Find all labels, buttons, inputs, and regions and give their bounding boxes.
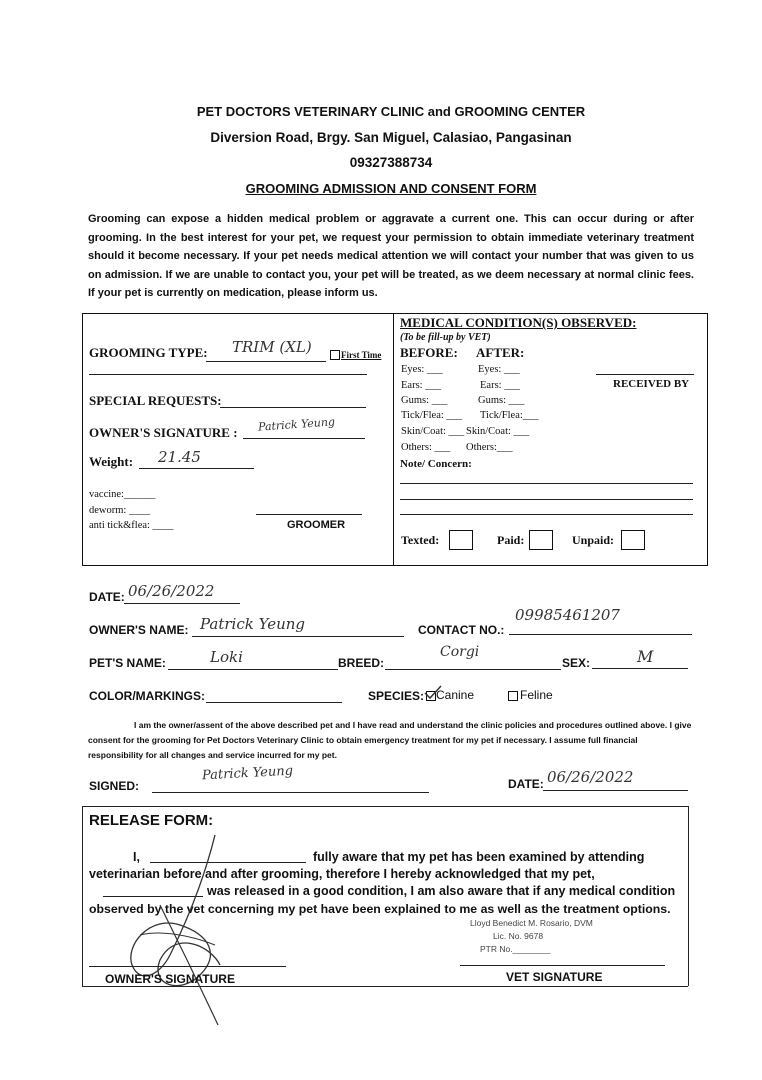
groomer-label: GROOMER <box>287 519 346 531</box>
feline-label: Feline <box>520 688 553 702</box>
owner-signature-scribble-icon <box>120 835 250 1035</box>
consent-paragraph: I am the owner/assent of the above described pet and I have read and understand the clinic policies and procedures outlined above. I give consent for the grooming for Pet Doctors Veterinary Clinic to obtain emergency treatment for my pet if necessary. I assume full financial responsibility for all changes and service incurred for my pet. <box>88 720 692 760</box>
color-markings-label: COLOR/MARKINGS: <box>89 689 205 703</box>
release-title: RELEASE FORM: <box>89 812 214 829</box>
release-line3-suffix: was released in a good condition, I am also aware that if any medical condition <box>207 884 676 898</box>
date-label: DATE: <box>89 590 125 604</box>
special-requests-field[interactable] <box>220 407 366 408</box>
after-others: Others:___ <box>466 442 513 453</box>
color-markings-field[interactable] <box>206 702 342 703</box>
signed-value[interactable]: Patrick Yeung <box>201 763 294 784</box>
after-tickflea: Tick/Flea:___ <box>480 410 539 421</box>
owner-signature-label: OWNER'S SIGNATURE : <box>89 425 238 440</box>
antitick-label: anti tick&flea: ____ <box>89 520 174 531</box>
weight-label: Weight: <box>89 454 134 469</box>
owner-name-label: OWNER'S NAME: <box>89 623 189 637</box>
after-ears: Ears: ___ <box>480 380 520 391</box>
clinic-address: Diversion Road, Brgy. San Miguel, Calasiao, Pangasinan <box>210 130 572 145</box>
release-line2: veterinarian before and after grooming, therefore I hereby acknowledged that my pet, <box>89 867 595 881</box>
special-requests-label: SPECIAL REQUESTS: <box>89 393 222 408</box>
after-gums: Gums: ___ <box>478 395 525 406</box>
first-time-label: First Time <box>341 350 382 360</box>
note-label: Note/ Concern: <box>400 458 472 470</box>
sex-label: SEX: <box>562 656 591 670</box>
vet-signature-label: VET SIGNATURE <box>506 970 603 984</box>
before-tickflea: Tick/Flea: ___ <box>401 410 463 421</box>
species-label: SPECIES: <box>368 689 425 703</box>
vet-name-stamp: Lloyd Benedict M. Rosario, DVM <box>470 918 593 928</box>
first-time-checkbox[interactable] <box>330 350 340 360</box>
date-value[interactable]: 06/26/2022 <box>128 582 215 600</box>
before-eyes: Eyes: ___ <box>401 364 443 375</box>
contact-label: CONTACT NO.: <box>418 623 505 637</box>
received-by-line <box>596 374 694 375</box>
owner-signature-value[interactable]: Patrick Yeung <box>257 415 336 434</box>
weight-value[interactable]: 21.45 <box>158 448 201 466</box>
breed-label: BREED: <box>338 656 385 670</box>
groomer-signature-line <box>256 514 362 515</box>
grooming-type-value[interactable]: TRIM (XL) <box>232 338 312 356</box>
deworm-label: deworm: ____ <box>89 505 150 516</box>
release-line4: observed by the vet concerning my pet have been explained to me as well as the treatment options. <box>89 902 671 916</box>
after-eyes: Eyes: ___ <box>478 364 520 375</box>
medical-subtitle: (To be fill-up by VET) <box>400 332 491 343</box>
received-by-label: RECEIVED BY <box>613 378 690 390</box>
ptr-no-stamp: PTR No.________ <box>480 944 551 954</box>
form-title: GROOMING ADMISSION AND CONSENT FORM <box>245 181 537 196</box>
after-skincoat: Skin/Coat: ___ <box>466 426 530 437</box>
pet-name-value[interactable]: Loki <box>210 648 243 666</box>
unpaid-label: Unpaid: <box>572 533 615 547</box>
signed-label: SIGNED: <box>89 779 140 793</box>
paid-checkbox[interactable] <box>529 530 553 550</box>
canine-label: Canine <box>436 688 475 702</box>
intro-paragraph: Grooming can expose a hidden medical problem or aggravate a current one. This can occur during or after grooming. In the best interest for your pet, we request your permission to obtain immediate veterinary treatment should it become necessary. If your pet needs medical attention we will contact your number that was given to us on admission. If we are unable to contact you, your pet will be treated, as we deem necessary at normal clinic fees. If your pet is currently on medication, please inform us. <box>88 213 694 299</box>
clinic-phone: 09327388734 <box>349 155 433 170</box>
before-label: BEFORE: <box>400 345 458 360</box>
texted-checkbox[interactable] <box>449 530 473 550</box>
grooming-type-label: GROOMING TYPE: <box>89 345 208 360</box>
note-line-2[interactable] <box>400 499 693 500</box>
release-line1-suffix: fully aware that my pet has been examined by attending <box>313 850 645 864</box>
feline-checkbox[interactable] <box>508 691 518 701</box>
note-line-3[interactable] <box>400 514 693 515</box>
texted-label: Texted: <box>401 533 440 547</box>
after-label: AFTER: <box>476 345 525 360</box>
release-owner-signature-label: OWNER'S SIGNATURE <box>105 972 235 986</box>
unpaid-checkbox[interactable] <box>621 530 645 550</box>
before-skincoat: Skin/Coat: ___ <box>401 426 465 437</box>
sex-value[interactable]: M <box>637 647 654 666</box>
paid-label: Paid: <box>497 533 525 547</box>
date2-value[interactable]: 06/26/2022 <box>547 768 634 786</box>
release-line1-prefix: I, <box>133 850 140 864</box>
before-others: Others: ___ <box>401 442 451 453</box>
lic-no-stamp: Lic. No. 9678 <box>493 931 544 941</box>
pet-name-label: PET'S NAME: <box>89 656 166 670</box>
before-ears: Ears: ___ <box>401 380 441 391</box>
medical-title: MEDICAL CONDITION(S) OBSERVED: <box>400 315 637 330</box>
clinic-name: PET DOCTORS VETERINARY CLINIC and GROOMING CENTER <box>196 104 586 119</box>
date2-label: DATE: <box>508 777 544 791</box>
vaccine-label: vaccine:______ <box>89 489 156 500</box>
owner-name-value[interactable]: Patrick Yeung <box>200 615 306 633</box>
contact-value[interactable]: 09985461207 <box>515 606 620 624</box>
box-divider <box>393 313 394 565</box>
breed-value[interactable]: Corgi <box>440 644 480 660</box>
note-line-1[interactable] <box>400 483 693 484</box>
before-gums: Gums: ___ <box>401 395 448 406</box>
